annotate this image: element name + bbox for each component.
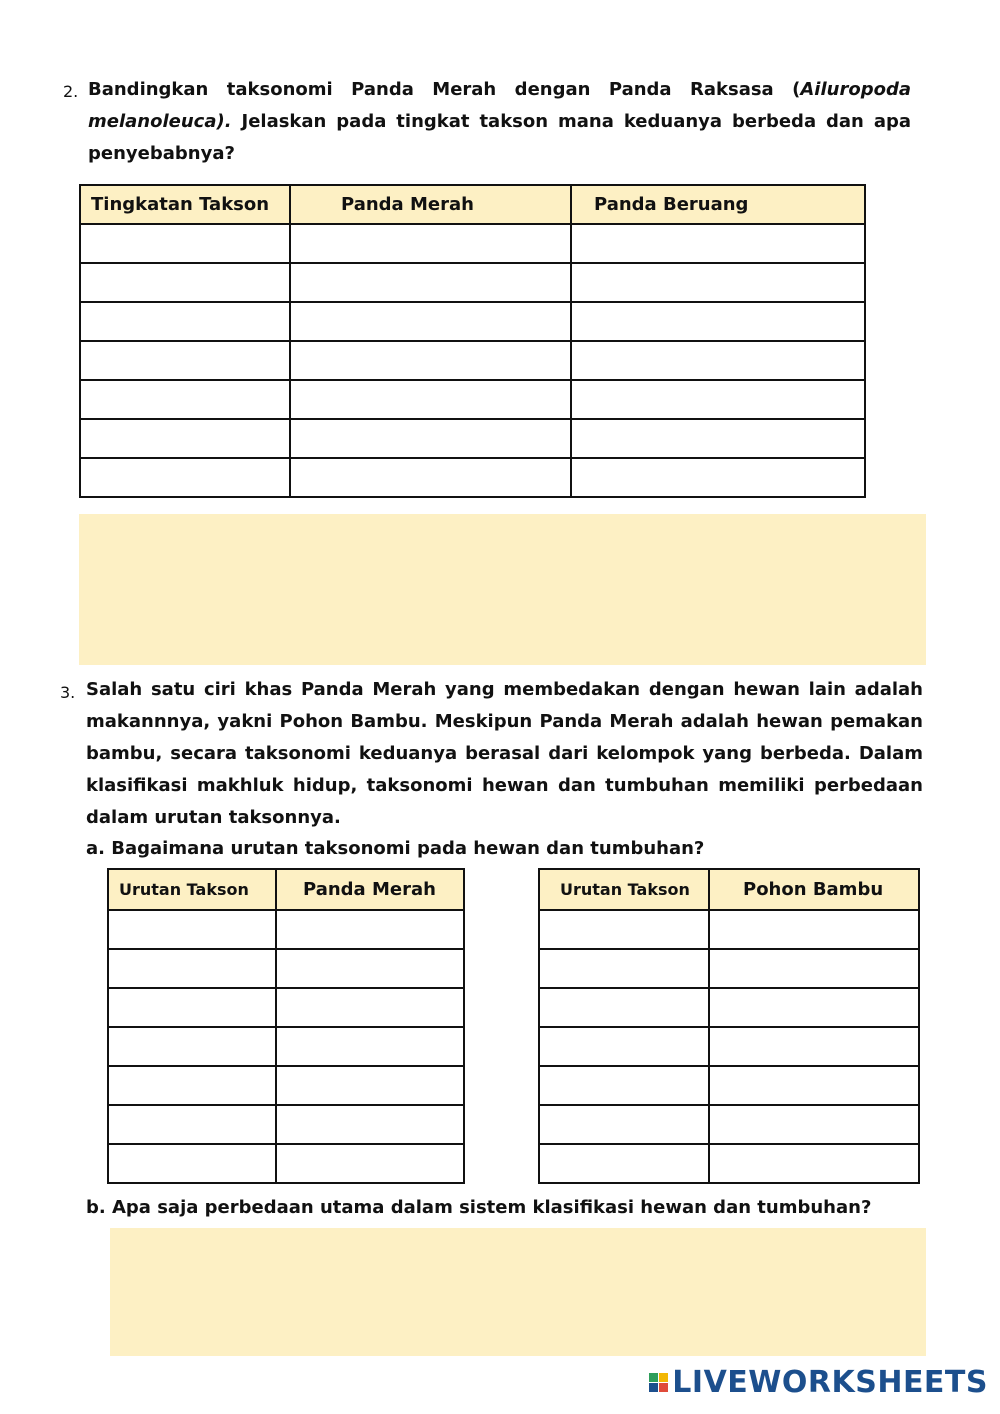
table-cell[interactable] (539, 988, 709, 1027)
table-cell[interactable] (290, 263, 571, 302)
table-cell[interactable] (539, 1144, 709, 1183)
table-cell[interactable] (80, 380, 290, 419)
q3-right-header-urutan: Urutan Takson (539, 869, 709, 910)
q2-header-tingkatan: Tingkatan Takson (80, 185, 290, 224)
table-cell[interactable] (80, 341, 290, 380)
table-cell[interactable] (290, 419, 571, 458)
question-2-text-part2: Jelaskan pada tingkat takson mana keduanya berbeda dan apa penyebabnya? (88, 111, 911, 164)
q3-plant-table (538, 868, 920, 1184)
table-cell[interactable] (276, 988, 464, 1027)
table-cell[interactable] (108, 988, 276, 1027)
q2-header-panda-beruang: Panda Beruang (571, 185, 865, 224)
table-cell[interactable] (290, 380, 571, 419)
table-cell[interactable] (276, 1066, 464, 1105)
table-cell[interactable] (539, 1105, 709, 1144)
question-2-number: 2. (63, 82, 79, 101)
table-cell[interactable] (108, 1144, 276, 1183)
table-cell[interactable] (571, 380, 865, 419)
table-cell[interactable] (276, 1027, 464, 1066)
brand-name: LIVEWORKSHEETS (672, 1365, 988, 1400)
liveworksheets-logo (649, 1365, 988, 1400)
table-cell[interactable] (80, 263, 290, 302)
table-cell[interactable] (571, 458, 865, 497)
table-cell[interactable] (709, 1105, 919, 1144)
table-cell[interactable] (80, 302, 290, 341)
table-cell[interactable] (80, 419, 290, 458)
table-cell[interactable] (571, 302, 865, 341)
table-cell[interactable] (571, 224, 865, 263)
q2-header-panda-merah: Panda Merah (290, 185, 571, 224)
table-cell[interactable] (290, 458, 571, 497)
question-3-number: 3. (60, 683, 76, 702)
table-cell[interactable] (539, 1027, 709, 1066)
table-cell[interactable] (709, 988, 919, 1027)
question-3a-label: a. Bagaimana urutan taksonomi pada hewan dan tumbuhan? (86, 838, 705, 859)
question-2-text (88, 74, 911, 170)
table-cell[interactable] (80, 458, 290, 497)
table-cell[interactable] (709, 1027, 919, 1066)
table-cell[interactable] (571, 263, 865, 302)
table-cell[interactable] (290, 224, 571, 263)
question-2-species-name: Ailuropoda melanoleuca). (88, 79, 911, 132)
table-cell[interactable] (290, 341, 571, 380)
q3-animal-table (107, 868, 465, 1184)
table-cell[interactable] (108, 1027, 276, 1066)
table-cell[interactable] (108, 910, 276, 949)
table-cell[interactable] (709, 1144, 919, 1183)
table-cell[interactable] (539, 1066, 709, 1105)
table-cell[interactable] (709, 910, 919, 949)
table-cell[interactable] (276, 949, 464, 988)
question-2-text-part1: Bandingkan taksonomi Panda Merah dengan Panda Raksasa ( (88, 79, 801, 100)
table-cell[interactable] (571, 419, 865, 458)
q3-left-header-urutan: Urutan Takson (108, 869, 276, 910)
table-cell[interactable] (571, 341, 865, 380)
table-cell[interactable] (276, 1144, 464, 1183)
table-cell[interactable] (539, 949, 709, 988)
question-3-text: Salah satu ciri khas Panda Merah yang membedakan dengan hewan lain adalah makannnya, yakni Pohon Bambu. Meskipun Panda Merah adalah hewan pemakan bambu, secara taksonomi keduanya berasal dari kelompok yang berbeda. Dalam klasifikasi makhluk hidup, taksonomi hewan dan tumbuhan memiliki perbedaan dalam urutan taksonnya. (86, 679, 923, 828)
q3b-answer-box[interactable] (110, 1228, 926, 1356)
q3-right-header-pohon-bambu: Pohon Bambu (709, 869, 919, 910)
table-cell[interactable] (108, 1066, 276, 1105)
table-cell[interactable] (539, 910, 709, 949)
q2-answer-box[interactable] (79, 514, 926, 665)
table-cell[interactable] (108, 949, 276, 988)
liveworksheets-logo-icon (649, 1373, 668, 1392)
table-cell[interactable] (108, 1105, 276, 1144)
table-cell[interactable] (276, 910, 464, 949)
q3-left-header-panda-merah: Panda Merah (276, 869, 464, 910)
q2-comparison-table (79, 184, 866, 498)
table-cell[interactable] (290, 302, 571, 341)
table-cell[interactable] (709, 1066, 919, 1105)
question-3b-label: b. Apa saja perbedaan utama dalam sistem klasifikasi hewan dan tumbuhan? (86, 1197, 872, 1218)
table-cell[interactable] (276, 1105, 464, 1144)
table-cell[interactable] (709, 949, 919, 988)
table-cell[interactable] (80, 224, 290, 263)
